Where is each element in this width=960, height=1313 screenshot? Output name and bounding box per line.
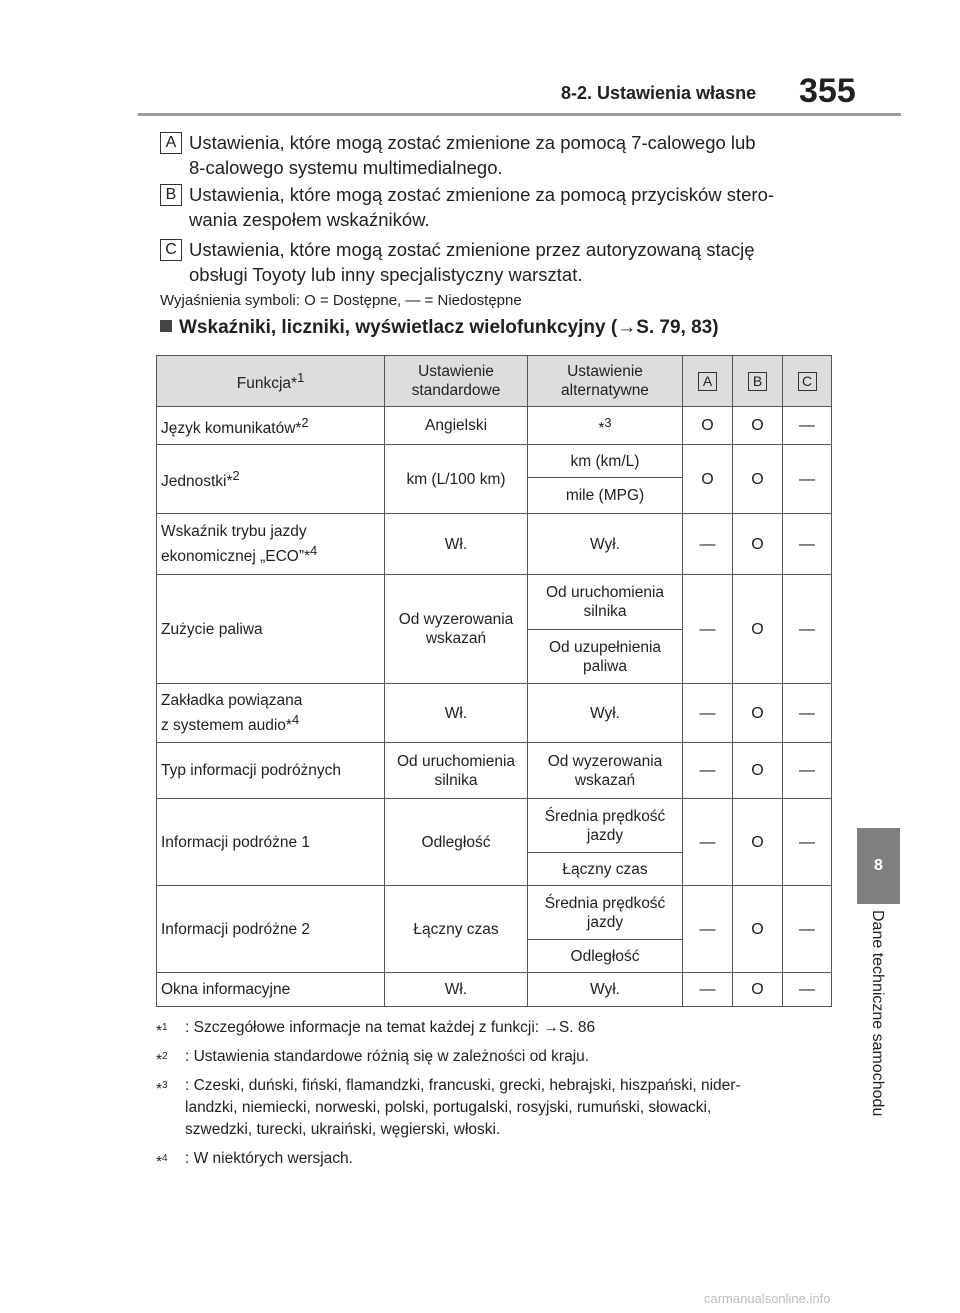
header-alternative: Ustawienie alternatywne — [528, 356, 683, 407]
cell-b: O — [733, 575, 783, 684]
header-function: Funkcja*$^1$ — [157, 356, 385, 407]
legend-key-c: C — [160, 239, 182, 261]
table-header-row — [157, 356, 832, 407]
cell-a: — — [683, 575, 733, 684]
cell-b: O — [733, 407, 783, 445]
cell-alternative: Średnia prędkość jazdy — [528, 886, 683, 940]
cell-c: — — [783, 407, 832, 445]
cell-a: — — [683, 973, 733, 1007]
section-heading — [160, 317, 719, 339]
cell-c: — — [783, 743, 832, 799]
cell-function: Okna informacyjne — [157, 973, 385, 1007]
cell-a: — — [683, 799, 733, 886]
header-a: A — [683, 356, 733, 407]
cell-default: Wł. — [385, 684, 528, 743]
cell-function: Zakładka powiązana z systemem audio*$^4$ — [157, 684, 385, 743]
table-row — [157, 407, 832, 445]
table-row — [157, 743, 832, 799]
watermark: carmanualsonline.info — [704, 1291, 831, 1306]
table-row — [157, 799, 832, 853]
cell-alternative: Wył. — [528, 514, 683, 575]
cell-b: O — [733, 973, 783, 1007]
square-bullet-icon — [160, 320, 172, 332]
header-b: B — [733, 356, 783, 407]
cell-a: O — [683, 407, 733, 445]
footnote-1: *$^1$ : Szczegółowe informacje na temat każdej z funkcji: →S. 86 — [156, 1019, 596, 1041]
header-title: 8-2. Ustawienia własne — [561, 83, 757, 103]
cell-function: Wskaźnik trybu jazdy ekonomicznej „ECO”*$^4$ — [157, 514, 385, 575]
legend-text-b: Ustawienia, które mogą zostać zmienione za pomocą przycisków stero- wania zespołem wskaźników. — [189, 184, 775, 230]
cell-alternative: Od wyzerowania wskazań — [528, 743, 683, 799]
cell-b: O — [733, 886, 783, 973]
cell-alternative: Odległość — [528, 940, 683, 973]
cell-default: Angielski — [385, 407, 528, 445]
legend-text-c: Ustawienia, które mogą zostać zmienione przez autoryzowaną stację obsługi Toyoty lub inny specjalistyczny warsztat. — [189, 239, 755, 285]
header-default: Ustawienie standardowe — [385, 356, 528, 407]
cell-function: Jednostki*$^2$ — [157, 445, 385, 514]
cell-a: O — [683, 445, 733, 514]
cell-function: Informacji podróżne 1 — [157, 799, 385, 886]
table-row — [157, 886, 832, 940]
cell-a: — — [683, 514, 733, 575]
cell-alternative: Od uzupełnienia paliwa — [528, 630, 683, 684]
cell-b: O — [733, 799, 783, 886]
cell-default: Odległość — [385, 799, 528, 886]
cell-a: — — [683, 743, 733, 799]
cell-function: Typ informacji podróżnych — [157, 743, 385, 799]
legend-key-b: B — [160, 184, 182, 206]
footnote-2: *$^2$ : Ustawienia standardowe różnią się w zależności od kraju. — [156, 1048, 590, 1070]
cell-alternative: Od uruchomienia silnika — [528, 575, 683, 630]
cell-default: Od uruchomienia silnika — [385, 743, 528, 799]
cell-function: Język komunikatów*$^2$ — [157, 407, 385, 445]
cell-alternative: Wył. — [528, 973, 683, 1007]
cell-c: — — [783, 799, 832, 886]
cell-c: — — [783, 514, 832, 575]
cell-default: Wł. — [385, 973, 528, 1007]
cell-c: — — [783, 886, 832, 973]
cell-alternative: km (km/L) — [528, 445, 683, 478]
cell-default: Od wyzerowania wskazań — [385, 575, 528, 684]
cell-default: Wł. — [385, 514, 528, 575]
table-row — [157, 575, 832, 630]
cell-c: — — [783, 684, 832, 743]
header-rule — [138, 113, 901, 116]
cell-a: — — [683, 684, 733, 743]
cell-default: km (L/100 km) — [385, 445, 528, 514]
cell-b: O — [733, 445, 783, 514]
cell-b: O — [733, 743, 783, 799]
table-row — [157, 445, 832, 478]
cell-alternative: Średnia prędkość jazdy — [528, 799, 683, 853]
cell-b: O — [733, 684, 783, 743]
settings-table — [156, 355, 832, 1007]
section-title: Wskaźniki, liczniki, wyświetlacz wielofunkcyjny (→S. 79, 83) — [179, 317, 719, 338]
table-row — [157, 684, 832, 743]
footnote-4: *$^4$ : W niektórych wersjach. — [156, 1150, 353, 1172]
chapter-label: Dane techniczne samochodu — [869, 910, 886, 1117]
cell-b: O — [733, 514, 783, 575]
symbols-explanation: Wyjaśnienia symboli: O = Dostępne, — = Niedostępne — [160, 292, 522, 309]
chapter-tab: 8 — [857, 828, 900, 904]
cell-alternative: Łączny czas — [528, 853, 683, 886]
header-c: C — [783, 356, 832, 407]
cell-alternative: *$^3$ — [528, 407, 683, 445]
cell-c: — — [783, 575, 832, 684]
cell-a: — — [683, 886, 733, 973]
cell-c: — — [783, 445, 832, 514]
footnotes — [156, 1017, 836, 1177]
table-row — [157, 514, 832, 575]
legend-key-a: A — [160, 132, 182, 154]
cell-alternative: Wył. — [528, 684, 683, 743]
cell-function: Zużycie paliwa — [157, 575, 385, 684]
cell-default: Łączny czas — [385, 886, 528, 973]
cell-c: — — [783, 973, 832, 1007]
cell-function: Informacji podróżne 2 — [157, 886, 385, 973]
footnote-3: *$^3$ : Czeski, duński, fiński, flamandzki, francuski, grecki, hebrajski, hiszpański, nider- landzki, niemiecki, norweski, polski, portugalski, rosyjski, rumuński, słowacki, szwedzki, turecki, ukraiński, węgierski, włoski. — [156, 1077, 741, 1138]
legend-text-a: Ustawienia, które mogą zostać zmienione za pomocą 7-calowego lub 8-calowego systemu multimedialnego. — [189, 132, 756, 178]
page-number: 355 — [799, 72, 856, 110]
table-row — [157, 973, 832, 1007]
cell-alternative: mile (MPG) — [528, 478, 683, 514]
